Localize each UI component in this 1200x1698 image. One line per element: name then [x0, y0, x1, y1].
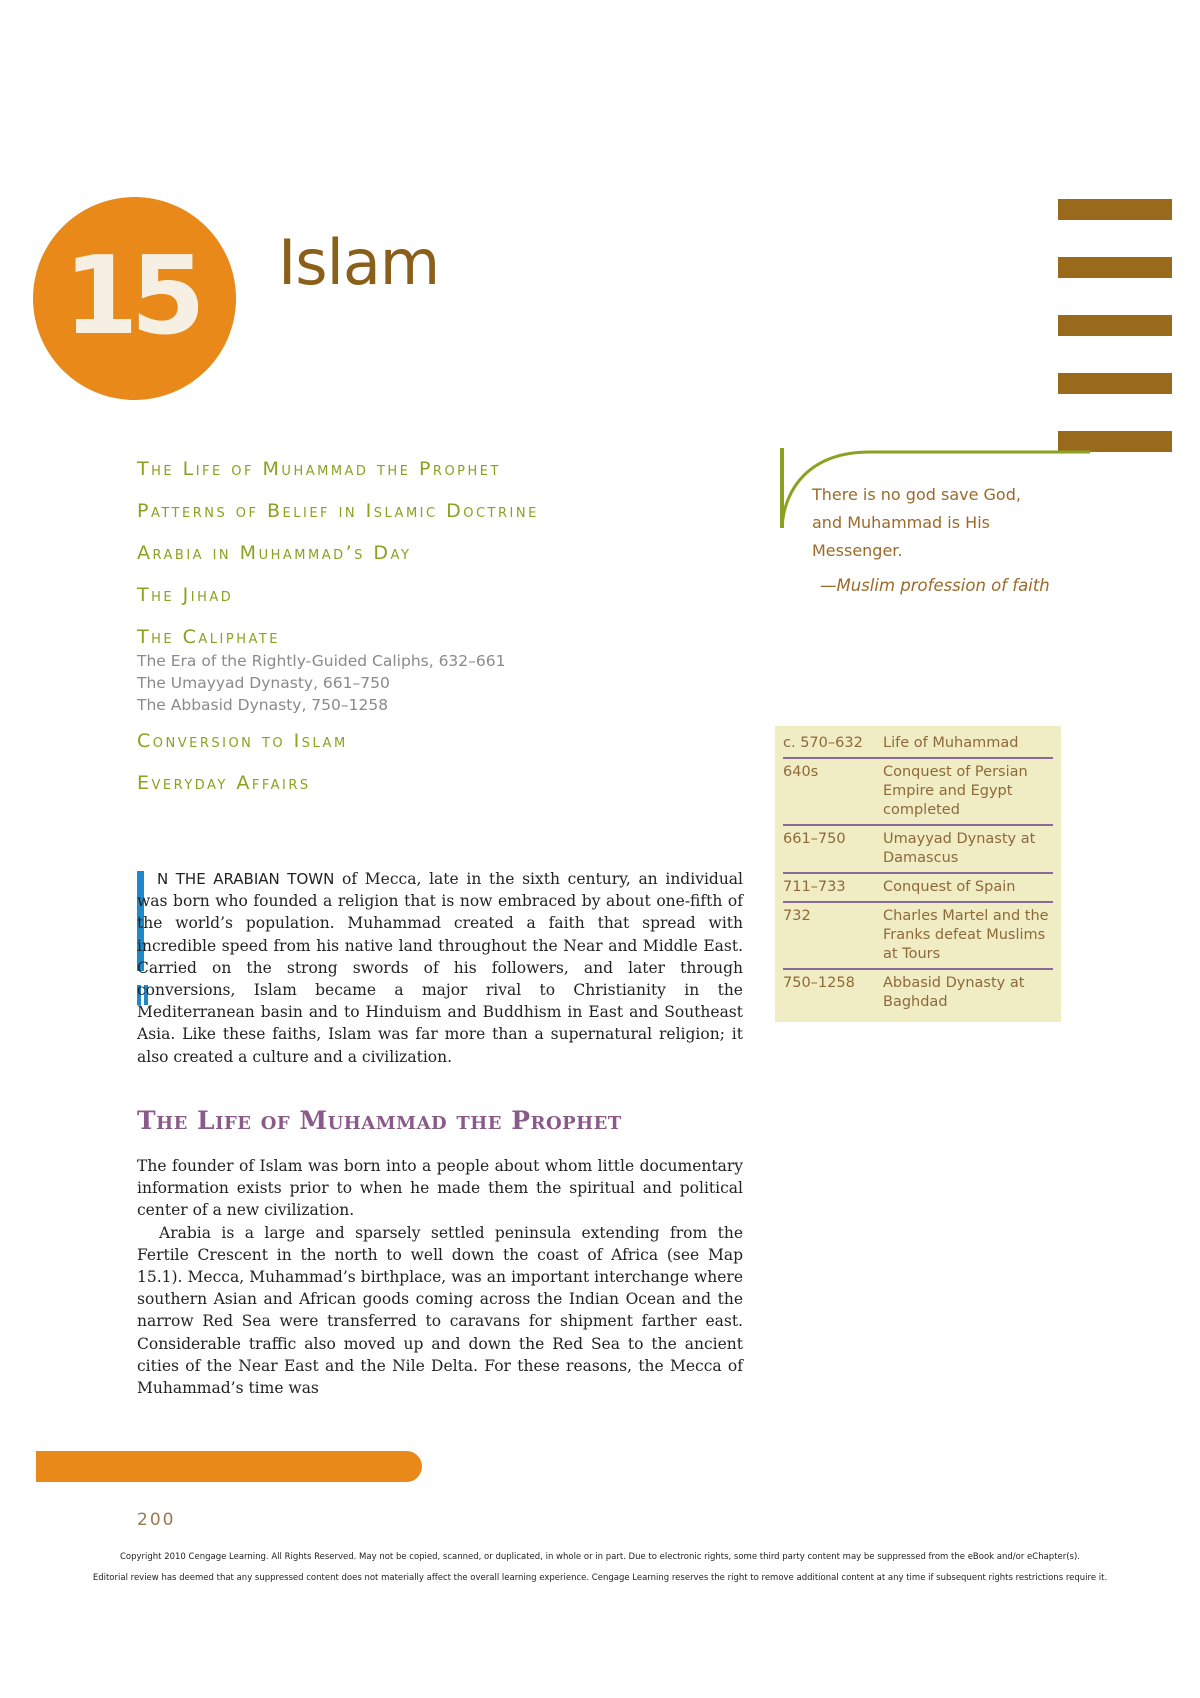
- intro-text: of Mecca, late in the sixth century, an individual was born who founded a religion that is now embraced by about one-fifth of the world’s population. Muhammad created a faith that spread with incredible speed from his native land throughout the Near and Middle East. Carried on the strong swords of his followers, and later through conversions, Islam became a major rival to Christianity in the Mediterranean basin and to Hinduism and Buddhism in East and Southeast Asia. Like these faiths, Islam was far more than a supernatural religion; it also created a culture and a civilization.: [137, 870, 744, 1066]
- body-paragraph: The founder of Islam was born into a people about whom little documentary information exists prior to when he made them the spiritual and political center of a new civilization.: [137, 1157, 743, 1220]
- chronology-row: [783, 730, 1053, 759]
- copyright-notice: [0, 1547, 1200, 1589]
- outline-item: Conversion to Islam: [137, 730, 348, 752]
- outline-item: The Life of Muhammad the Prophet: [137, 458, 501, 480]
- outline-item: Everyday Affairs: [137, 772, 311, 794]
- chronology-row: [783, 826, 1053, 874]
- chronology-row: [783, 970, 1053, 1016]
- chronology-date: 640s: [783, 764, 819, 780]
- decorative-bar: [1058, 257, 1172, 278]
- epigraph-text: [812, 481, 1021, 565]
- chronology-date: 750–1258: [783, 975, 855, 991]
- chronology-row: [783, 903, 1053, 970]
- chronology-box: [775, 726, 1061, 1022]
- epigraph-attribution: —Muslim profession of faith: [820, 576, 1050, 595]
- section-heading: The Life of Muhammad the Prophet: [137, 1106, 622, 1135]
- decorative-bars: [1058, 199, 1172, 489]
- page-number: 200: [137, 1510, 176, 1530]
- chronology-event: Charles Martel and the Franks defeat Muslims at Tours: [883, 908, 1049, 962]
- chronology-event: Conquest of Spain: [883, 879, 1016, 895]
- epigraph-line: There is no god save God,: [812, 485, 1021, 504]
- decorative-bar: [1058, 373, 1172, 394]
- decorative-bar: [1058, 199, 1172, 220]
- chapter-outline: [137, 458, 737, 814]
- chronology-date: 661–750: [783, 831, 846, 847]
- chronology-row: [783, 759, 1053, 826]
- chronology-date: 711–733: [783, 879, 846, 895]
- epigraph-line: and Muhammad is His: [812, 513, 990, 532]
- chronology-event: Conquest of Persian Empire and Egypt completed: [883, 764, 1028, 818]
- intro-lead: N THE ARABIAN TOWN: [157, 870, 335, 888]
- intro-paragraph: [137, 868, 743, 1068]
- body-text: [137, 1155, 743, 1399]
- chronology-row: [783, 874, 1053, 903]
- body-paragraph: Arabia is a large and sparsely settled peninsula extending from the Fertile Crescent in the north to well down the coast of Africa (see Map 15.1). Mecca, Muhammad’s birthplace, was an important interchange where southern Asian and African goods coming across the Indian Ocean and the narrow Red Sea were transferred to caravans for shipment farther east. Considerable traffic also moved up and down the Red Sea to the ancient cities of the Near East and the Nile Delta. For these reasons, the Mecca of Muhammad’s time was: [137, 1223, 743, 1398]
- chronology-event: Umayyad Dynasty at Damascus: [883, 831, 1036, 866]
- chronology-event: Life of Muhammad: [883, 735, 1019, 751]
- epigraph-line: Messenger.: [812, 541, 903, 560]
- outline-subitem: The Era of the Rightly-Guided Caliphs, 632–661: [137, 652, 506, 670]
- outline-item-label: The Caliphate: [137, 626, 281, 648]
- outline-item: Patterns of Belief in Islamic Doctrine: [137, 500, 539, 522]
- copyright-line: Copyright 2010 Cengage Learning. All Rights Reserved. May not be copied, scanned, or duplicated, in whole or in part. Due to electronic rights, some third party content may be suppressed from the eBook and/or eChapter(s).: [119, 1552, 1081, 1562]
- chronology-date: c. 570–632: [783, 735, 863, 751]
- decorative-bar: [1058, 315, 1172, 336]
- outline-subitem: The Umayyad Dynasty, 661–750: [137, 674, 390, 692]
- chronology-date: 732: [783, 908, 811, 924]
- outline-item: [137, 626, 737, 716]
- chapter-title: Islam: [278, 226, 440, 299]
- chapter-number: 15: [63, 234, 198, 359]
- footer-accent-bar: [36, 1451, 422, 1482]
- outline-item: Arabia in Muhammad’s Day: [137, 542, 412, 564]
- outline-item: The Jihad: [137, 584, 234, 606]
- copyright-line: Editorial review has deemed that any suppressed content does not materially affect the overall learning experience. Cengage Learning reserves the right to remove additional content at any time if subsequent rights restrictions require it.: [92, 1573, 1108, 1583]
- chapter-number-badge: [33, 197, 236, 400]
- outline-subitem: The Abbasid Dynasty, 750–1258: [137, 696, 389, 714]
- chronology-event: Abbasid Dynasty at Baghdad: [883, 975, 1025, 1010]
